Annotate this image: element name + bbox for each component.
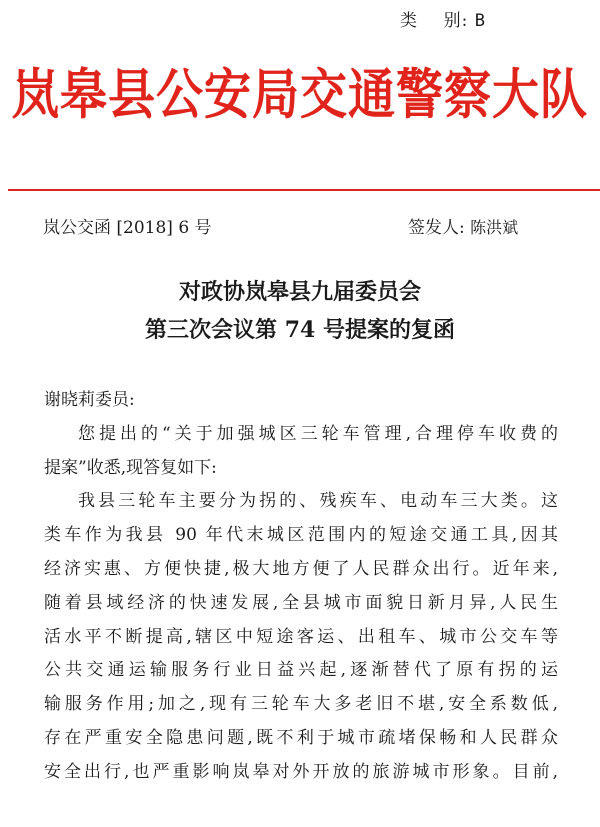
body-line: 类车作为我县 90 年代末城区范围内的短途交通工具,因其 [44, 525, 558, 546]
org-title: 岚皋县公安局交通警察大队 [12, 63, 588, 127]
body-line: 提案”收悉,现答复如下: [44, 457, 217, 478]
red-divider [8, 189, 600, 191]
doc-number: 岚公交函 [2018] 6 号 [43, 218, 212, 238]
letter-body [44, 384, 558, 790]
body-line: 随着县域经济的快速发展,全县城市面貌日新月异,人民生 [44, 592, 558, 613]
category-field [400, 6, 486, 31]
salutation: 谢晓莉委员: [44, 390, 135, 410]
category-label: 类 别: [400, 11, 469, 31]
reply-title-line-2: 第三次会议第 74 号提案的复函 [145, 317, 455, 343]
body-line: 安全出行,也严重影响岚皋对外开放的旅游城市形象。目前, [44, 761, 558, 782]
body-line: 我县三轮车主要分为拐的、残疾车、电动车三大类。这 [78, 491, 558, 512]
signer-field [408, 213, 518, 238]
body-line: 输服务作用;加之,现有三轮车大多老旧不堪,安全系数低, [44, 694, 558, 715]
body-line: 您提出的“关于加强城区三轮车管理,合理停车收费的 [78, 423, 558, 444]
category-value: B [474, 11, 486, 31]
reply-title [0, 273, 600, 349]
body-line: 经济实惠、方便快捷,极大地方便了人民群众出行。近年来, [44, 558, 558, 579]
body-line: 公共交通运输服务行业日益兴起,逐渐替代了原有拐的运 [44, 660, 558, 681]
reply-title-line-1: 对政协岚皋县九届委员会 [178, 279, 421, 305]
signer-name: 陈洪斌 [470, 218, 519, 237]
signer-label: 签发人: [408, 218, 465, 238]
body-line: 活水平不断提高,辖区中短途客运、出租车、城市公交车等 [44, 626, 558, 647]
body-line: 存在严重安全隐患问题,既不利于城市疏堵保畅和人民群众 [44, 727, 558, 748]
